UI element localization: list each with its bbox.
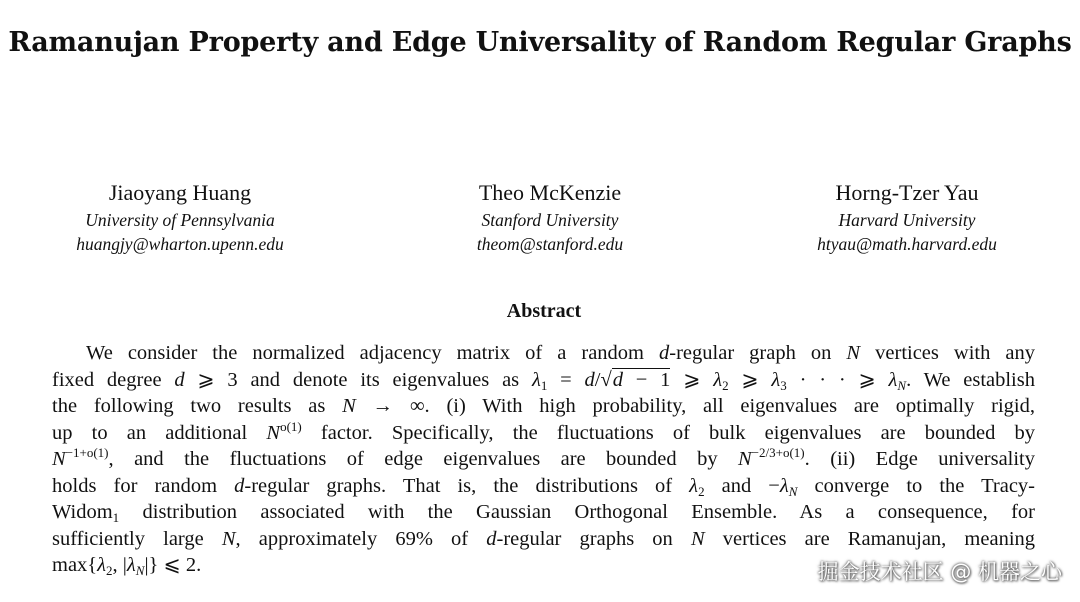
abstract-body xyxy=(52,340,1035,579)
author-email: theom@stanford.edu xyxy=(476,234,624,254)
watermark: 掘金技术社区 @ 机器之心 xyxy=(817,560,1062,584)
abstract-line: Widom$_1$ distribution associated with the Gaussian Orthogonal Ensemble. As a consequence, for xyxy=(52,501,1035,525)
author-name: Theo McKenzie xyxy=(478,180,622,205)
author-email: htyau@math.harvard.edu xyxy=(817,234,997,254)
abstract-heading: Abstract xyxy=(506,300,582,322)
abstract-line: sufficiently large N, approximately 69% of d-regular graphs on N vertices are Ramanujan, meaning xyxy=(52,527,1036,550)
abstract-line: the following two results as N → ∞. (i) With high probability, all eigenvalues are optimally rigid, xyxy=(52,395,1035,417)
abstract-line: $\max\{\lambda_2$, $|\lambda_N|$} ⩽ 2. xyxy=(52,554,202,578)
abstract-line: fixed degree d ⩾ 3 and denote its eigenvalues as $\lambda_1 = d/√d - 1$ ⩾ $\lambda_2$ ⩾ $\lambda_3$ · · · ⩾ $\lambda_N$. We establish xyxy=(52,368,1035,393)
paper-title: Ramanujan Property and Edge Universality of Random Regular Graphs xyxy=(8,27,1072,58)
author-name: Horng-Tzer Yau xyxy=(835,180,979,205)
abstract-line: We consider the normalized adjacency matrix of a random d-regular graph on N vertices with any xyxy=(86,342,1035,364)
author-affiliation: Stanford University xyxy=(481,210,619,230)
abstract-line: $N^{-1+o(1)}$, and the fluctuations of edge eigenvalues are bounded by $N^{-2/3+o(1)}$. (ii) Edge universality xyxy=(52,445,1035,470)
author-name: Jiaoyang Huang xyxy=(108,180,252,205)
author-block xyxy=(390,178,710,256)
abstract-line: up to an additional $N^{o(1)}$ factor. Specifically, the fluctuations of bulk eigenvalues are bounded by xyxy=(52,418,1035,444)
author-block xyxy=(747,178,1067,256)
author-affiliation: Harvard University xyxy=(838,210,976,230)
author-email: huangjy@wharton.upenn.edu xyxy=(76,234,284,254)
abstract-line: holds for random d-regular graphs. That is, the distributions of $\lambda_2$ and $-\lambda_N$ converge to the Tracy- xyxy=(52,474,1035,499)
author-block xyxy=(20,178,340,256)
author-affiliation: University of Pennsylvania xyxy=(85,210,275,230)
